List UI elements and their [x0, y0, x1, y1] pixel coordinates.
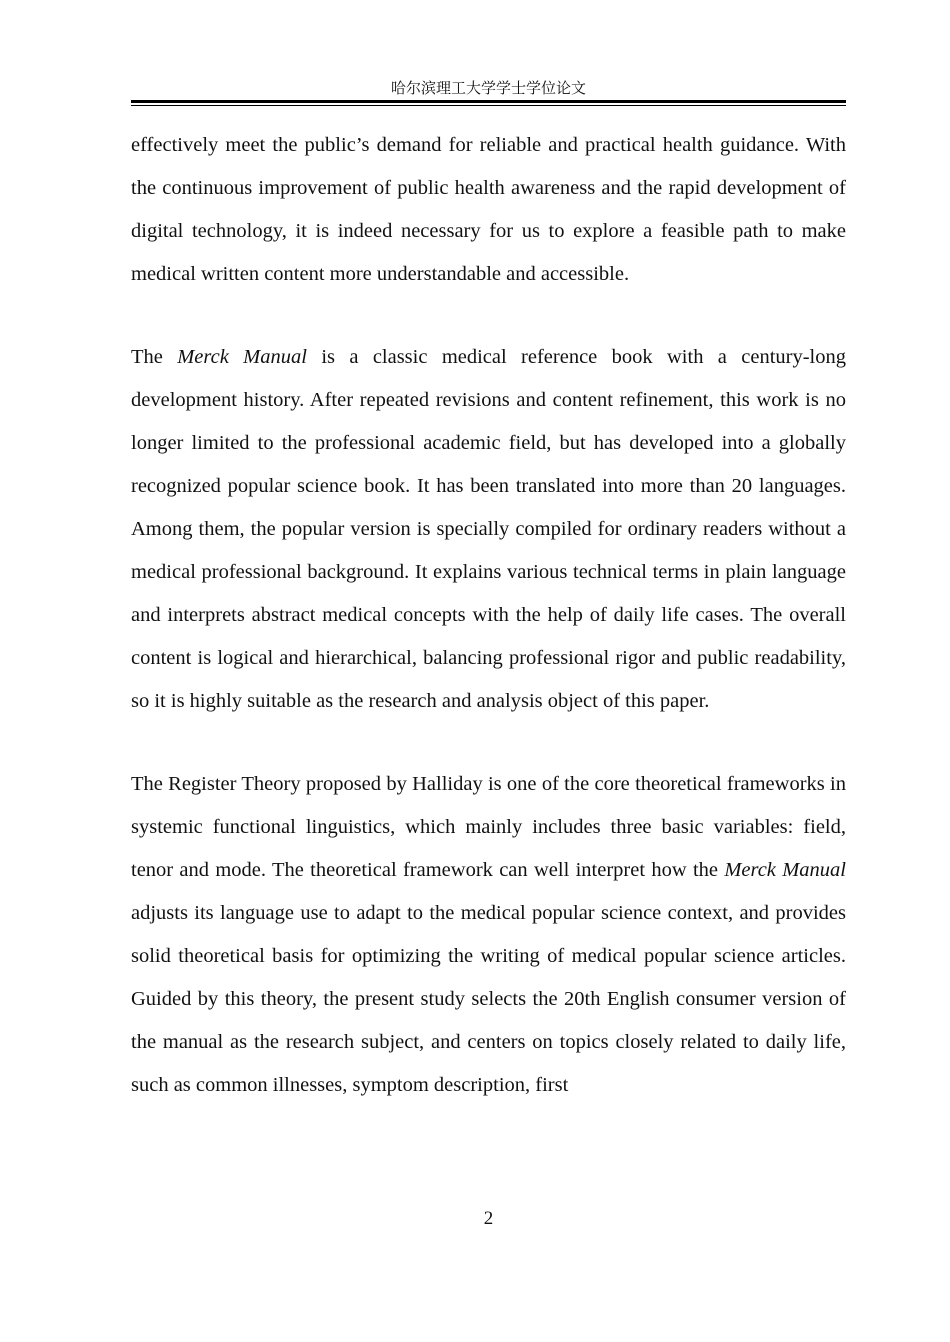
paragraph-1-text: effectively meet the public’s demand for reliable and practical health guidance. With the continuous improvement of public health awareness and the rapid development of digital technology, it is indeed necessary for us to explore a feasible path to make medical written content more understandable and accessible. — [131, 134, 846, 285]
paragraph-2 — [131, 336, 846, 723]
book-title-merck-manual: Merck Manual — [724, 859, 846, 881]
header-rule-thick — [131, 100, 846, 103]
page-number: 2 — [483, 1208, 494, 1229]
paragraph-3-pre: The Register Theory proposed by Halliday is one of the core theoretical frameworks in systemic functional linguistics, which mainly includes three basic variables: field, tenor and mode. The theoretical framework can well interpret how the — [131, 773, 846, 881]
header-rule-thin — [131, 105, 846, 106]
paragraph-3 — [131, 763, 846, 1107]
body-text — [131, 124, 846, 1107]
book-title-merck-manual: Merck Manual — [177, 346, 307, 368]
running-header: 哈尔滨理工大学学士学位论文 — [390, 79, 586, 97]
paragraph-2-pre: The — [131, 346, 178, 368]
paragraph-2-post: is a classic medical reference book with a century-long development history. After repeated revisions and content refinement, this work is no longer limited to the professional academic field, but has developed into a globally recognized popular science book. It has been translated into more than 20 languages. Among them, the popular version is specially compiled for ordinary readers without a medical professional background. It explains various technical terms in plain language and interprets abstract medical concepts with the help of daily life cases. The overall content is logical and hierarchical, balancing professional rigor and public readability, so it is highly suitable as the research and analysis object of this paper. — [131, 346, 847, 712]
paragraph-3-post: adjusts its language use to adapt to the medical popular science context, and provides solid theoretical basis for optimizing the writing of medical popular science articles. Guided by this theory, the present study selects the 20th English consumer version of the manual as the research subject, and centers on topics closely related to daily life, such as common illnesses, symptom description, first — [131, 902, 846, 1096]
paragraph-1 — [131, 124, 846, 296]
